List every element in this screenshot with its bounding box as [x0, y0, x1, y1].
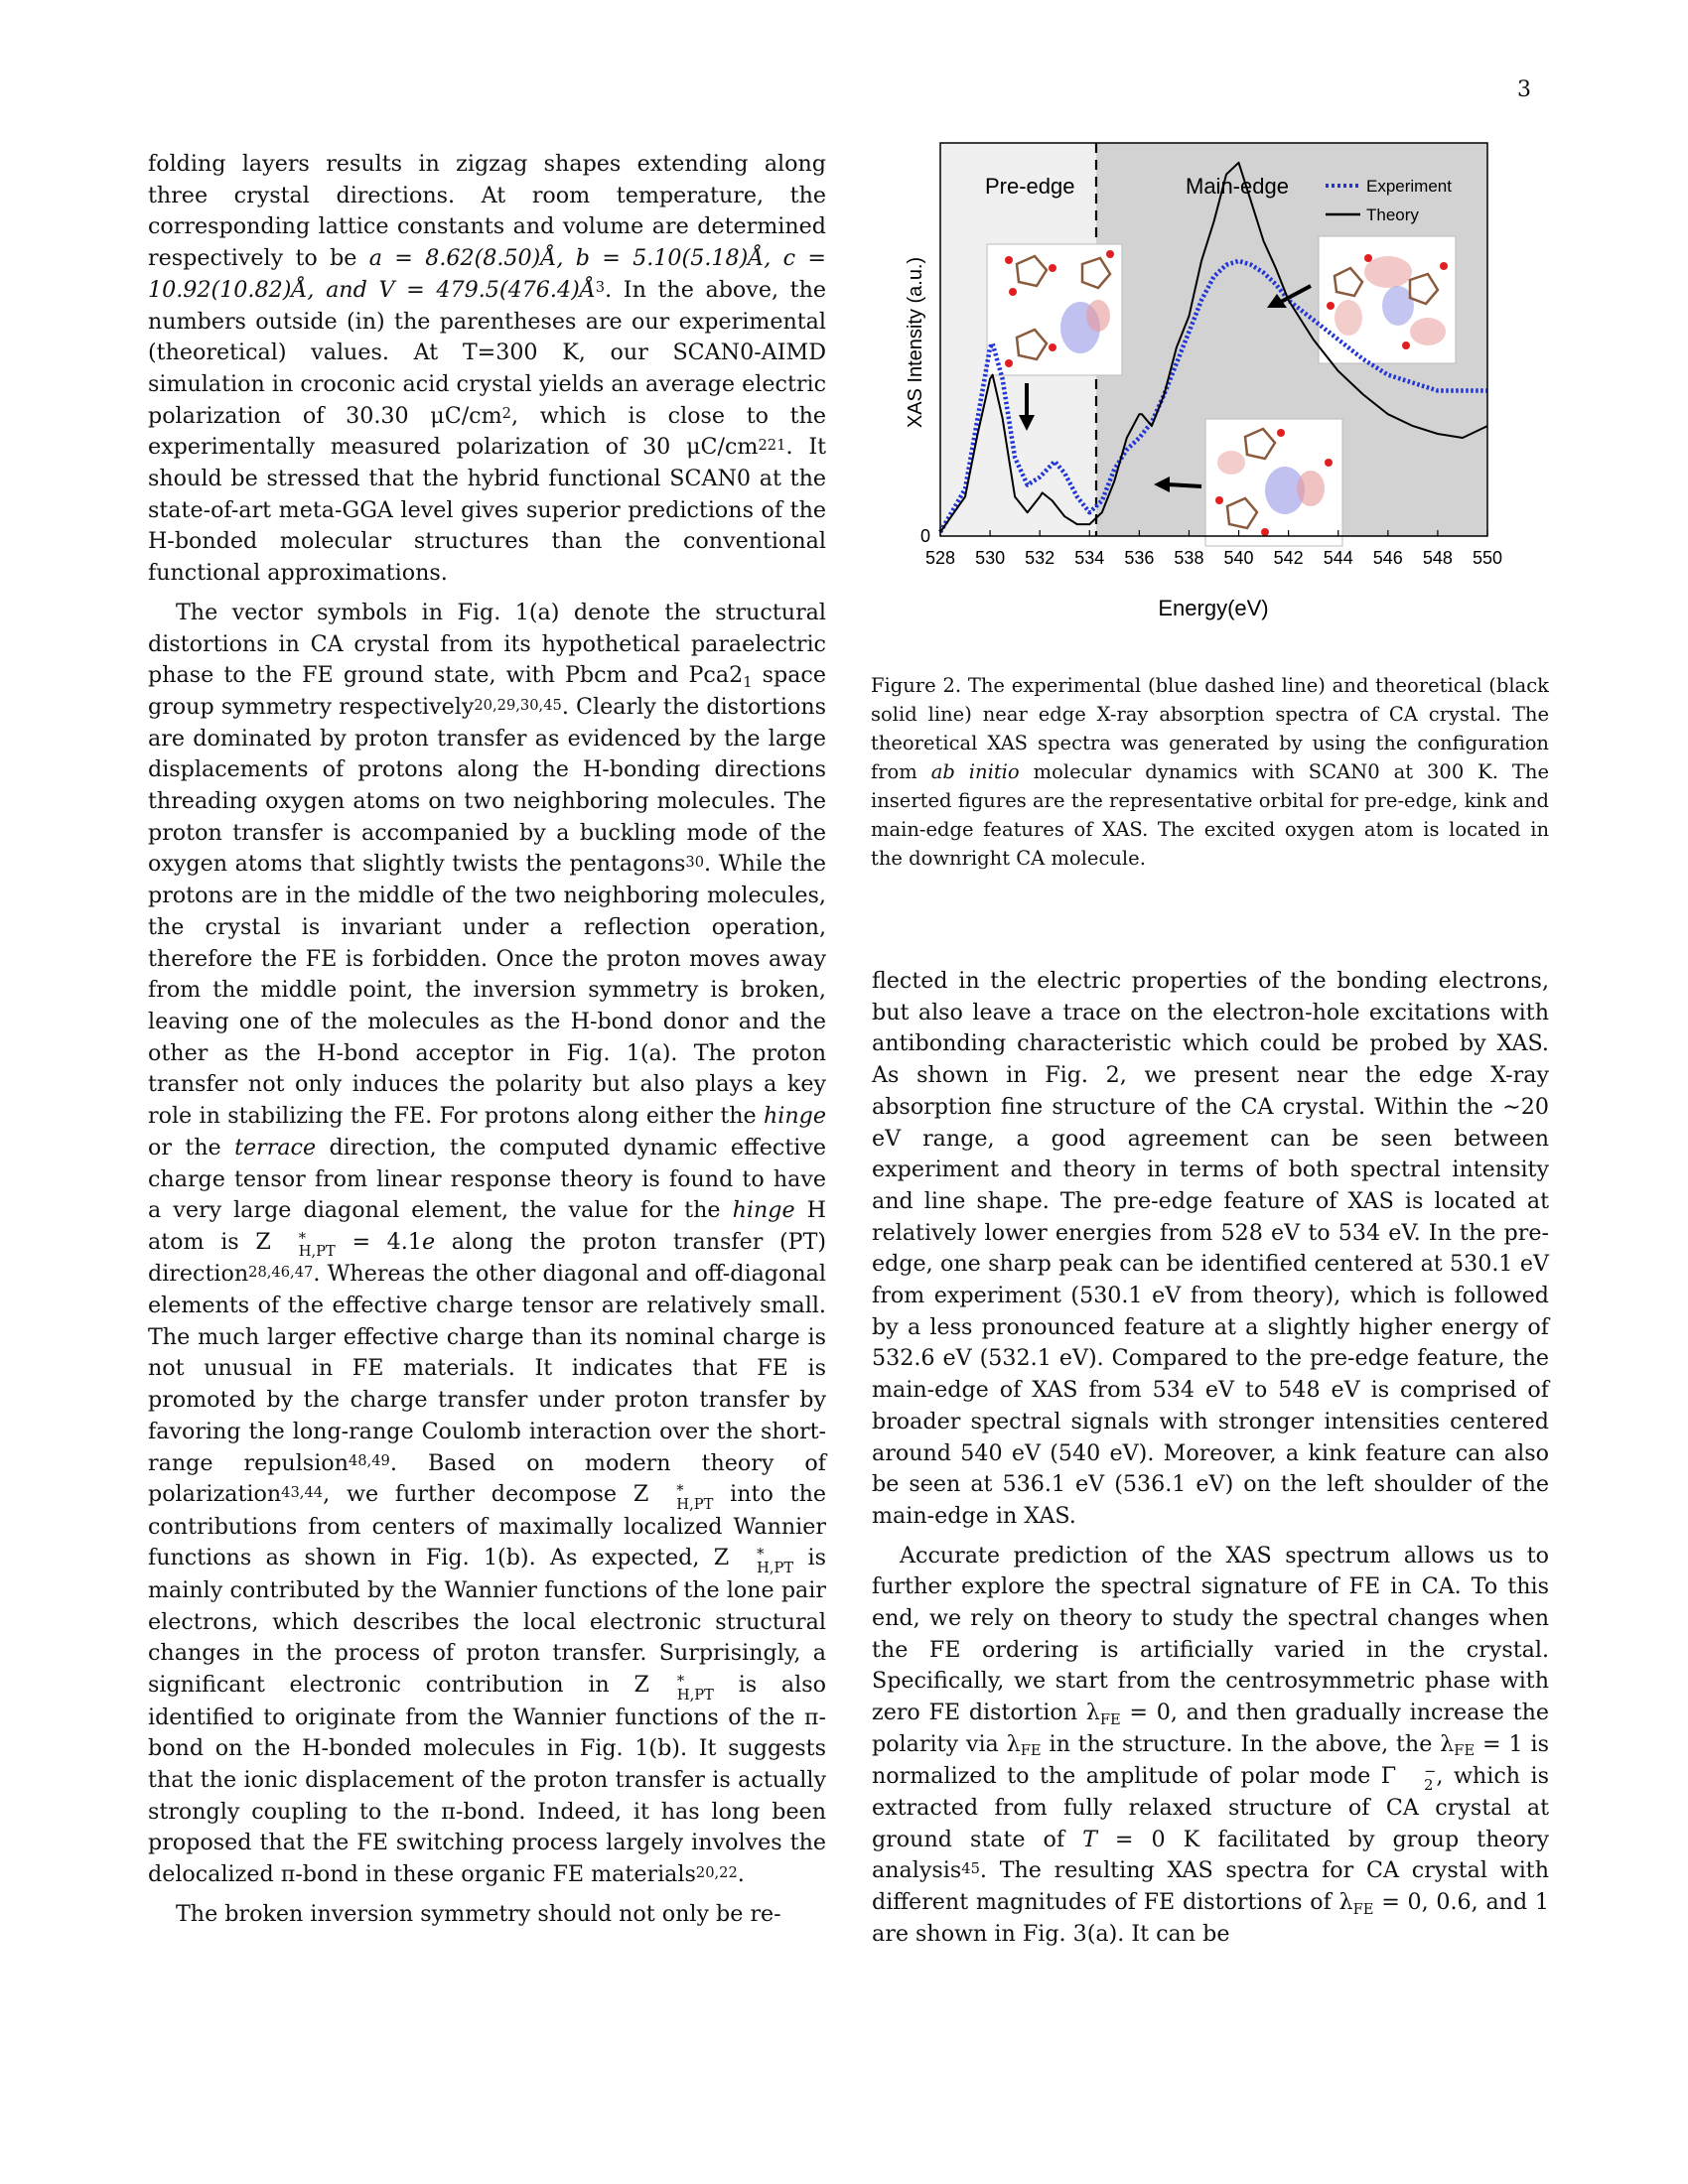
x-tick-label: 544 [1323, 548, 1353, 568]
oxygen-atom [1049, 264, 1056, 272]
citation: 48,49 [348, 1452, 390, 1470]
paragraph-inversion: The broken inversion symmetry should not only be re- [176, 1900, 781, 1927]
orbital-lobe-pos [1335, 300, 1362, 336]
page-number: 3 [1517, 77, 1531, 102]
oxygen-atom [1049, 343, 1056, 351]
xas-chart [904, 139, 1549, 645]
citation: 20,22 [695, 1863, 738, 1881]
mainedge-label: Main-edge [1186, 174, 1289, 199]
oxygen-atom [1009, 288, 1017, 296]
legend-experiment: Experiment [1366, 177, 1452, 196]
x-tick-label: 528 [924, 548, 956, 568]
oxygen-atom [1402, 341, 1410, 349]
z-star-symbol: * H,PT [676, 1481, 714, 1513]
z-star-symbol: * H,PT [757, 1546, 794, 1577]
citation: 28,46,47 [248, 1263, 314, 1281]
paragraph-xas: flected in the electric properties of the bonding electrons, but also leave a trace on the electron-hole excitations with antibonding characteristic which could be probed by XAS. As shown in Fig. 2, we present near the edge X-ray absorption fine structure of the CA crystal. Within the ∼20 eV range, a good agreement can be seen between experiment and theory in terms of both spectral intensity and line shape. The pre-edge feature of XAS is located at relatively lower energies from 528 eV to 534 eV. In the pre-edge, one sharp peak can be identified centered at 530.1 eV from experiment (530.1 eV from theory), which is followed by a less pronounced feature at a slightly higher energy of 532.6 eV (532.1 eV). Compared to the pre-edge feature, the main-edge of XAS from 534 eV to 548 eV is comprised of broader spectral signals with stronger intensities centered around 540 eV (540 eV). Moreover, a kink feature can also be seen at 536.1 eV (536.1 eV) on the left shoulder of the main-edge in XAS. [872, 968, 1549, 1529]
x-tick-label: 530 [975, 548, 1006, 568]
x-tick-label: 542 [1273, 548, 1304, 568]
paragraph-distortions: The vector symbols in Fig. 1(a) denote the structural distortions in CA crystal from its hypothetical paraelectric phase to the FE ground state, with Pbcm and $Pca2_1$ space group symmetry respectively$^{20,29,30,45}$. Clearly the distortions are dominated by proton transfer as evidenced by the large displacements of protons along the H-bonding directions threading oxygen atoms on two neighboring molecules. The proton transfer is accompanied by a buckling mode of the oxygen atoms that slightly twists the pentagons$^{30}$. While the protons are in the middle of the two neighboring molecules, the crystal is invariant under a reflection operation, therefore the FE is forbidden. Once the proton moves away from the middle point, the inversion symmetry is broken, leaving one of the molecules as the H-bond donor and the other as the H-bond acceptor in Fig. 1(a). The proton transfer not only induces the polarity but also plays a key role in stabilizing the FE. For protons along either the hinge or the terrace direction, the computed dynamic effective charge tensor from linear response theory is found to have a very large diagonal element, the value for the hinge H atom is Z * H,PT = 4.1e along the proton transfer (PT) direction$^{28,46,47}$. Whereas the other diagonal and off-diagonal elements of the effective charge tensor are relatively small. The much larger effective charge than its nominal charge is not unusual in FE materials. It indicates that FE is promoted by the charge transfer under proton transfer by favoring the long-range Coulomb interaction over the short-range repulsion$^{48,49}$. Based on modern theory of polarization$^{43,44}$, we further decompose Z * H,PT into the contributions from centers of maximally localized Wannier functions as shown in Fig. 1(b). As expected, Z * H,PT is mainly contributed by the Wannier functions of the lone pair electrons, which describes the local electronic structural changes in the process of proton transfer. Surprisingly, a significant electronic contribution in Z * H,PT is also identified to originate from the Wannier functions of the π-bond on the H-bonded molecules in Fig. 1(b). It suggests that the ionic displacement of the proton transfer is actually strongly coupling to the π-bond. Indeed, it has long been proposed that the FE switching process largely involves the delocalized π-bond in these organic FE materials$^{20,22}$. [148, 599, 827, 1888]
citation: 45 [961, 1860, 980, 1878]
preedge-orbital-inset [987, 244, 1122, 375]
x-tick-label: 538 [1174, 548, 1204, 568]
x-tick-label: 550 [1472, 548, 1503, 568]
paragraph-fe-variation: Accurate prediction of the XAS spectrum allows us to further explore the spectral signature of FE in CA. To this end, we rely on theory to study the spectral changes when the FE ordering is artificially varied in the crystal. Specifically, we start from the centrosymmetric phase with zero FE distortion $\lambda_{FE} = 0$, and then gradually increase the polarity via $\lambda_{FE}$ in the structure. In the above, the $\lambda_{FE} = 1$ is normalized to the amplitude of polar mode Γ − 2 , which is extracted from fully relaxed structure of CA crystal at ground state of T = 0 K facilitated by group theory analysis$^{45}$. The resulting XAS spectra for CA crystal with different magnitudes of FE distortions of $\lambda_{FE} = 0$, 0.6, and 1 are shown in Fig. 3(a). It can be [872, 1542, 1550, 1947]
figure-caption: Figure 2. The experimental (blue dashed line) and theoretical (black solid line) near edge X-ray absorption spectra of CA crystal. The theoretical XAS spectra was generated by using the configuration from ab initio molecular dynamics with SCAN0 at 300 K. The inserted figures are the representative orbital for pre-edge, kink and main-edge features of XAS. The excited oxygen atom is located in the downright CA molecule. [871, 674, 1550, 870]
oxygen-atom [1261, 528, 1269, 536]
orbital-lobe-pos [1410, 318, 1446, 345]
oxygen-atom [1325, 459, 1333, 467]
oxygen-atom [1327, 302, 1335, 310]
y-axis-label: XAS Intensity (a.u.) [905, 256, 926, 429]
z-star-symbol: * H,PT [676, 1672, 714, 1704]
orbital-lobe-pos [1217, 451, 1245, 475]
x-tick-label: 536 [1124, 548, 1155, 568]
oxygen-atom [1106, 250, 1114, 258]
mainedge-orbital-inset [1319, 236, 1456, 363]
arrow-shaft [1168, 484, 1201, 486]
x-axis-label: Energy(eV) [1158, 596, 1269, 620]
left-column [148, 149, 826, 1930]
legend-theory: Theory [1366, 205, 1419, 224]
citation: 43,44 [281, 1483, 324, 1501]
oxygen-atom [1440, 262, 1448, 270]
oxygen-atom [1005, 359, 1013, 367]
citation: 20,29,30,45 [474, 696, 562, 714]
x-tick-label: 540 [1223, 548, 1254, 568]
oxygen-atom [1005, 256, 1013, 264]
orbital-lobe-pos [1297, 471, 1325, 506]
citation: 21 [767, 436, 786, 454]
citation: 30 [685, 854, 705, 872]
preedge-label: Pre-edge [985, 174, 1075, 199]
oxygen-atom [1364, 254, 1372, 262]
orbital-lobe-pos [1086, 300, 1110, 332]
x-tick-label: 548 [1422, 548, 1453, 568]
oxygen-atom [1277, 429, 1285, 437]
orbital-lobe-pos [1364, 256, 1412, 288]
x-tick-label: 546 [1372, 548, 1403, 568]
paragraph-lattice: folding layers results in zigzag shapes extending along three crystal directions. At room temperature, the corresponding lattice constants and volume are determined respectively to be a = 8.62(8.50)Å, b = 5.10(5.18)Å, c = 10.92(10.82)Å, and $V = 479.5(476.4)Å^3$. In the above, the numbers outside (in) the parentheses are our experimental (theoretical) values. At T=300 K, our SCAN0-AIMD simulation in croconic acid crystal yields an average electric polarization of 30.30 $\mu C/cm^2$, which is close to the experimentally measured polarization of 30 $\mu C/cm^{221}$. It should be stressed that the hybrid functional SCAN0 at the state-of-art meta-GGA level gives superior predictions of the H-bonded molecular structures than the conventional functional approximations. [148, 151, 827, 587]
kink-orbital-inset [1205, 419, 1342, 546]
y-tick-0: 0 [919, 526, 930, 546]
right-column [872, 966, 1549, 1951]
z-star-symbol: * H,PT [298, 1229, 336, 1261]
oxygen-atom [1215, 496, 1223, 504]
x-tick-label: 532 [1025, 548, 1055, 568]
x-tick-label: 534 [1074, 548, 1105, 568]
figure-2 [904, 139, 1549, 645]
gamma-symbol: − 2 [1424, 1763, 1437, 1795]
